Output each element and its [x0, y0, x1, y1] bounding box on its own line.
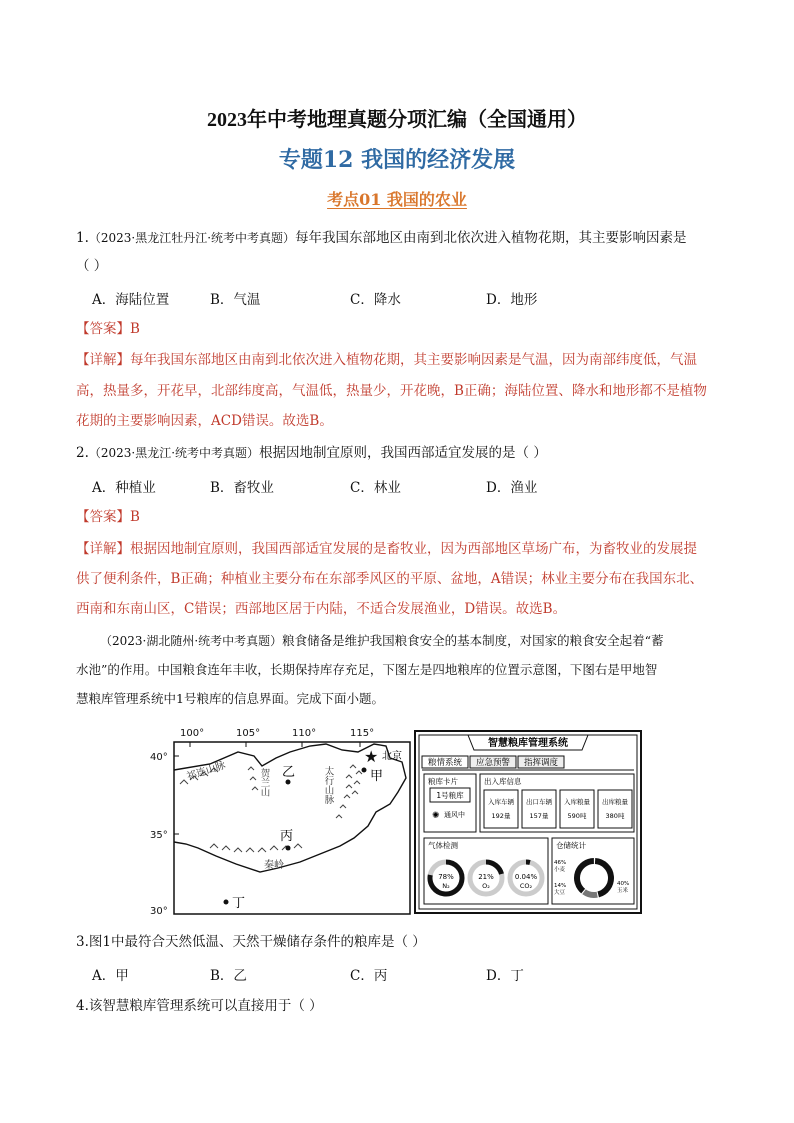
q2-detail-line: 供了便利条件，B正确；种植业主要分布在东部季风区的平原、盆地，A错误；林业主要分布在我国东北、: [76, 571, 704, 587]
q1-option-a: A．海陆位置: [92, 292, 170, 308]
q1-answer: 【答案】B: [76, 321, 140, 337]
passage-line: 慧粮库管理系统中1号粮库的信息界面。完成下面小题。: [76, 691, 384, 706]
granary-location-map: [150, 722, 412, 918]
granary-management-panel: [414, 730, 642, 914]
q1-option-d: D．地形: [486, 292, 538, 308]
place-ding: 丁: [232, 896, 246, 911]
question-1-paren: （ ）: [76, 258, 108, 274]
gas-pct: 21%: [478, 873, 494, 881]
place-jia: 甲: [370, 769, 384, 784]
io-value: 157量: [529, 812, 549, 820]
place-bing: 丙: [280, 829, 294, 844]
io-label: 出口车辆: [526, 798, 552, 806]
question-1-stem: 1.（2023·黑龙江牡丹江·统考中考真题）每年我国东部地区由南到北依次进入植物花期，其主要影响因素是: [76, 230, 687, 246]
storage-pct: 40%: [617, 881, 630, 887]
topic-subtitle: 专题12 我国的经济发展: [278, 147, 516, 173]
q1-option-c: C．降水: [350, 292, 401, 308]
question-4-stem: 4.该智慧粮库管理系统可以直接用于（ ）: [76, 998, 323, 1014]
gas-name: CO₂: [519, 882, 533, 890]
q3-option-a: A．甲: [92, 968, 129, 984]
storage-title: 仓储统计: [556, 841, 586, 850]
mountain-label-qinling: 秦岭: [264, 860, 284, 871]
io-label: 出库粮量: [602, 798, 628, 806]
q2-detail-line: 西南和东南山区，C错误；西部地区居于内陆，不适合发展渔业，D错误。故选B。: [76, 601, 567, 617]
fan-icon: ✺: [432, 811, 440, 821]
storage-name: 大豆: [554, 890, 566, 896]
passage-line: 水池”的作用。中国粮食连年丰收，长期保持库存充足，下图左是四地粮库的位置示意图，下图右是甲地智: [76, 662, 658, 677]
lon-label: 105°: [236, 728, 261, 739]
lat-label: 40°: [150, 752, 168, 763]
mountain-label-helan: 贺兰山: [258, 768, 270, 797]
place-beijing: 北京: [382, 751, 402, 762]
io-value: 192量: [491, 812, 511, 820]
lon-label: 115°: [350, 728, 375, 739]
mountain-label-taihang: 太行山脉: [322, 766, 334, 804]
q2-option-a: A．种植业: [92, 480, 156, 496]
svg-text:应急预警: 应急预警: [475, 758, 511, 768]
storage-name: 玉米: [617, 888, 629, 894]
point-yi: [286, 780, 291, 785]
io-title: 出入库信息: [484, 777, 522, 786]
storage-slice: [584, 892, 597, 895]
q1-option-b: B．气温: [210, 292, 261, 308]
document-title: 2023年中考地理真题分项汇编（全国通用）: [207, 109, 587, 131]
lon-label: 100°: [180, 728, 205, 739]
storage-name: 小麦: [554, 867, 566, 873]
q2-option-b: B．畜牧业: [210, 480, 274, 496]
section-heading: 考点01 我国的农业: [327, 190, 467, 209]
q2-option-d: D．渔业: [486, 480, 538, 496]
card-title: 粮库卡片: [428, 777, 458, 786]
gas-name: O₂: [482, 882, 490, 890]
gas-name: N₂: [442, 882, 450, 890]
place-yi: 乙: [282, 765, 296, 780]
gas-pct: 78%: [438, 873, 454, 881]
q1-detail-line: 高，热量多，开花早，北部纬度高，气温低，热量少，开花晚，B正确；海陆位置、降水和地形都不是植物: [76, 383, 707, 399]
io-value: 380吨: [605, 812, 625, 820]
lat-label: 35°: [150, 830, 168, 841]
q3-option-b: B．乙: [210, 968, 247, 984]
q3-option-c: C．丙: [350, 968, 388, 984]
question-3-stem: 3.图1中最符合天然低温、天然干燥储存条件的粮库是（ ）: [76, 934, 426, 950]
io-label: 入库粮量: [564, 798, 590, 806]
point-ding: [224, 900, 229, 905]
storage-pct: 14%: [554, 883, 567, 889]
q2-answer: 【答案】B: [76, 509, 140, 525]
svg-text:粮情系统: 粮情系统: [427, 758, 463, 768]
card-name: 1号粮库: [436, 791, 464, 800]
passage-line: （2023·湖北随州·统考中考真题）粮食储备是维护我国粮食安全的基本制度，对国家的粮食安全起着“蓄: [100, 633, 664, 648]
gas-pct: 0.04%: [514, 873, 538, 881]
q2-option-c: C．林业: [350, 480, 401, 496]
lon-label: 110°: [292, 728, 317, 739]
gauge-fill: [526, 862, 530, 863]
storage-pct: 46%: [554, 860, 567, 866]
q1-detail-line: 花期的主要影响因素，ACD错误。故选B。: [76, 413, 333, 429]
star-icon: ★: [364, 747, 379, 766]
svg-text:指挥调度: 指挥调度: [523, 758, 559, 768]
question-2-stem: 2.（2023·黑龙江·统考中考真题）根据因地制宜原则，我国西部适宜发展的是（ ）: [76, 445, 547, 461]
lat-label: 30°: [150, 906, 168, 917]
q2-detail-line: 【详解】根据因地制宜原则，我国西部适宜发展的是畜牧业，因为西部地区草场广布，为畜牧业的发展提: [76, 541, 697, 557]
gas-title: 气体检测: [428, 841, 458, 850]
q1-detail-line: 【详解】每年我国东部地区由南到北依次进入植物花期，其主要影响因素是气温，因为南部纬度低，气温: [76, 352, 697, 368]
panel-title: 智慧粮库管理系统: [488, 738, 568, 749]
io-label: 入库车辆: [488, 798, 514, 806]
point-jia: [362, 768, 367, 773]
q3-option-d: D．丁: [486, 968, 524, 984]
card-status: 通风中: [444, 811, 465, 819]
io-value: 590吨: [567, 812, 587, 820]
mountain-label-qilian: 祁连山脉: [185, 760, 227, 783]
point-bing: [286, 846, 291, 851]
